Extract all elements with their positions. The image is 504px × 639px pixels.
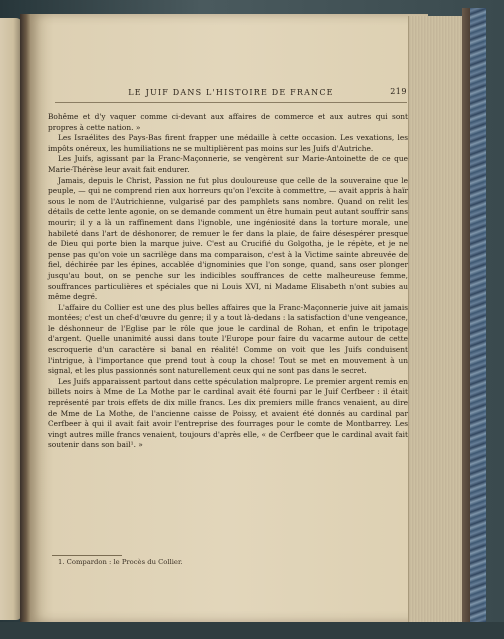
paragraph: Les Juifs apparaissent partout dans cette spéculation malpropre. Le premier argent remis en billets noirs à Mme de La Mothe par le cardinal avait été fourni par le Juif Cerfbeer : il était représenté par trois effets de dix mille francs. Les dix premiers mille francs venaient, au dire de Mme de La Mothe, de l'ancienne caisse de Poissy, et avaient été donnés au cardinal par Cerfbeer à qui il avait fait avoir l'entreprise des fourrages pour le comte de Montbarrey. Les vingt autres mille francs venaient, toujours d'après elle, « de Cerfbeer que le cardinal avait fait soutenir dans son bail¹. » <box>48 376 408 450</box>
paragraph: Bohême et d'y vaquer comme ci-devant aux affaires de commerce et aux autres qui sont propres à cette nation. » <box>48 112 408 132</box>
body-text <box>48 112 408 451</box>
paragraph: Jamais, depuis le Christ, Passion ne fut plus douloureuse que celle de la souveraine que le peuple, — qui ne comprend rien aux horreurs qu'on l'excite à commettre, — avait appris à haïr sous le nom de l'Autrichienne, vulgarisé par des pamphlets sans nombre. Quand on relit les détails de cette lente agonie, on se demande comment un être humain peut autant souffrir sans mourir; il y a là un raffinement dans l'ignoble, une ingéniosité dans la torture morale, une habileté dans l'art de déshonorer, de remuer le fer dans la plaie, de faire désespérer presque de Dieu qui porte bien la marque juive. C'est au Crucifié du Golgotha, je le répète, et je ne pense pas qu'on voie un sacrilège dans ma comparaison, c'est à la Victime sainte abreuvée de fiel, déchirée par les épines, accablée d'ignominies que l'on songe, quand, sans oser plonger jusqu'au bout, on se penche sur les indicibles souffrances de cette malheureuse femme, souffrances particulières et spéciales que ni Louis XVI, ni Madame Elisabeth n'ont subies au même degré. <box>48 175 408 302</box>
paragraph: Les Juifs, agissant par la Franc-Maçonnerie, se vengèrent sur Marie-Antoinette de ce que Marie-Thérèse leur avait fait endurer. <box>48 154 408 174</box>
page-number: 219 <box>390 87 407 96</box>
marbled-edge <box>470 8 486 630</box>
running-head: LE JUIF DANS L'HISTOIRE DE FRANCE <box>128 88 334 97</box>
paragraph: Les Israélites des Pays-Bas firent frapper une médaille à cette occasion. Les vexations, les impôts onéreux, les humiliations ne se multiplièrent pas moins sur les Juifs d'Autriche. <box>48 133 408 153</box>
page-header <box>55 86 407 100</box>
bottom-shadow <box>0 622 504 639</box>
header-rule <box>55 102 407 103</box>
paragraph: L'affaire du Collier est une des plus belles affaires que la Franc-Maçonnerie juive ait jamais montées; c'est un chef-d'œuvre du genre; il y a tout là-dedans : la satisfaction d'une vengeance, le déshonneur de l'Eglise par le rôle que joue le cardinal de Rohan, et enfin le tripotage d'argent. Quelle unanimité aussi dans toute l'Europe pour faire du vacarme autour de cette escroquerie d'un caractère si banal en réalité! Comme on voit que les Juifs conduisent l'intrigue, à l'importance que prend tout à coup la chose! Tout se met en mouvement à un signal, et les plus passionnés sont naturellement ceux qui ne sont pas dans le secret. <box>48 302 408 376</box>
footnote: 1. Compardon : le Procès du Collier. <box>58 558 183 566</box>
page-edges <box>408 16 465 622</box>
left-page-edge <box>0 18 22 620</box>
footnote-rule <box>52 555 122 556</box>
